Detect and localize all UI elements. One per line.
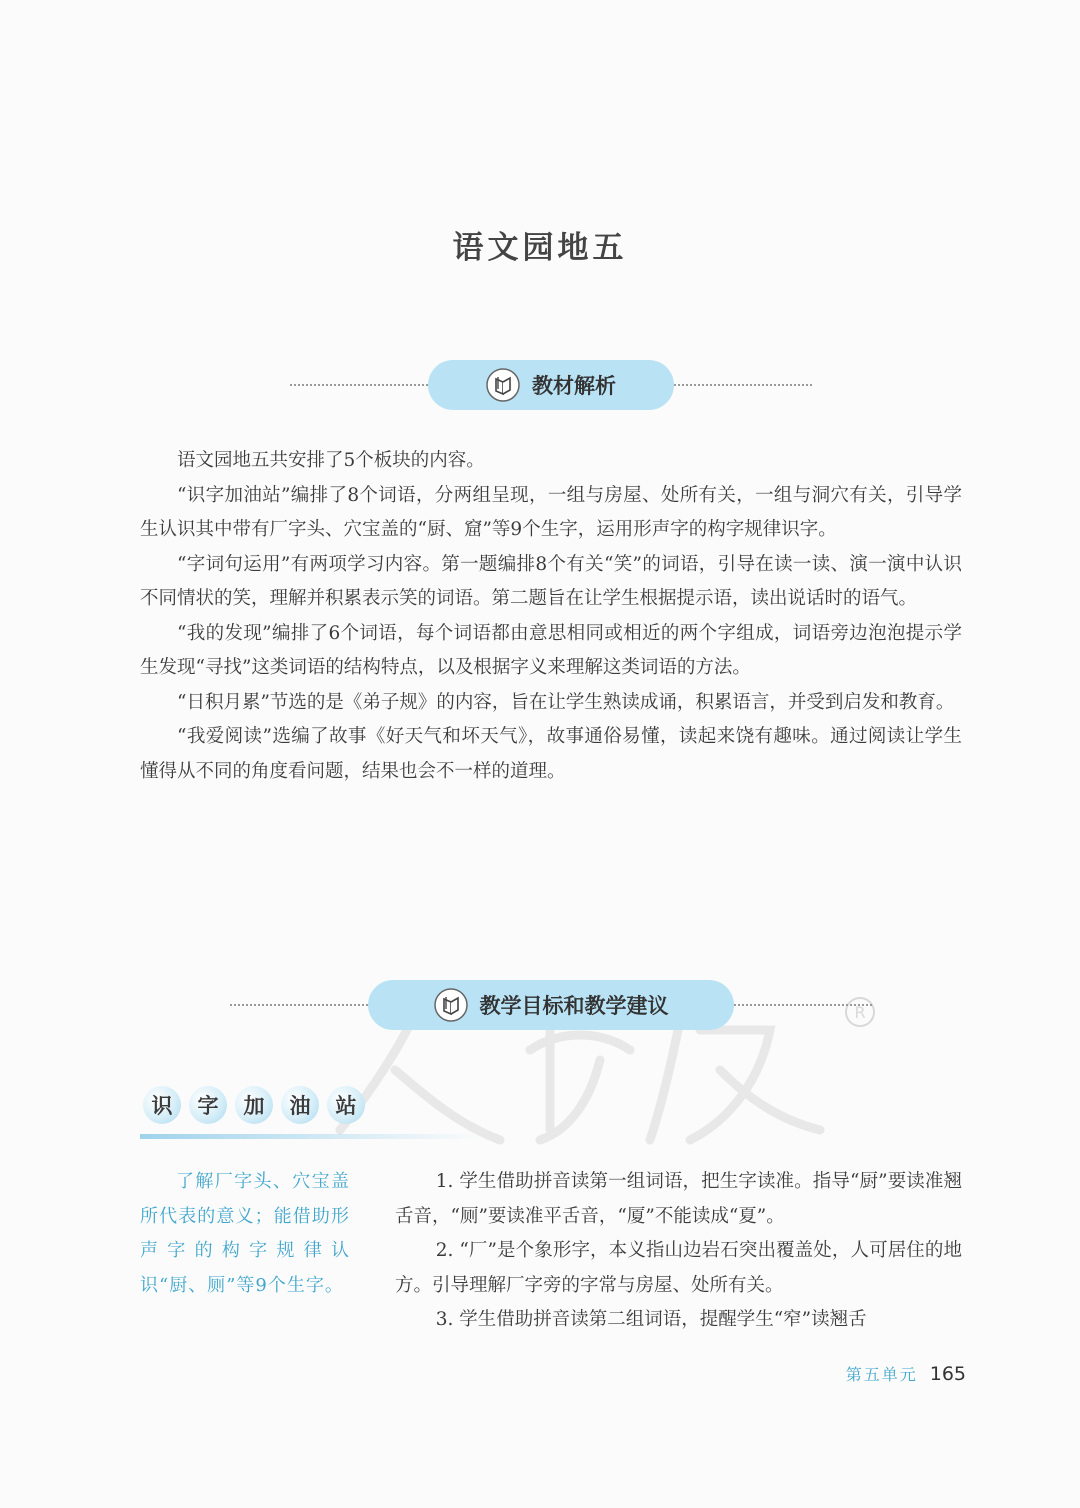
page-title: 语文园地五 — [452, 230, 628, 266]
step-item: 2. “厂”是个象形字，本义指山边岩石突出覆盖处，人可居住的地方。引导理解厂字旁的字常与房屋、处所有关。 — [395, 1240, 962, 1296]
page-number: 165 — [929, 1363, 966, 1385]
paragraph: “字词句运用”有两项学习内容。第一题编排8个有关“笑”的词语，引导在读一读、演一演中认识不同情状的笑，理解并积累表示笑的词语。第二题旨在让学生根据提示语，读出说话时的语气。 — [140, 553, 962, 609]
dotted-rule-right — [734, 1004, 872, 1006]
subsection-char-badge: 识 — [143, 1086, 181, 1124]
teaching-steps — [395, 1165, 962, 1338]
book-icon — [434, 988, 468, 1022]
subsection-char-badge: 油 — [281, 1086, 319, 1124]
subsection-char-badge: 站 — [327, 1086, 365, 1124]
dotted-rule-right — [674, 384, 812, 386]
subsection-char-badge: 字 — [189, 1086, 227, 1124]
section-header-goals — [230, 980, 872, 1030]
paragraph: “日积月累”节选的是《弟子规》的内容，旨在让学生熟读成诵，积累语言，并受到启发和教育。 — [177, 691, 955, 713]
dotted-rule-left — [290, 384, 428, 386]
goal-side-note — [140, 1165, 350, 1303]
step-item: 3. 学生借助拼音读第二组词语，提醒学生“窄”读翘舌 — [435, 1309, 867, 1330]
side-note-text: 了解厂字头、穴宝盖所代表的意义；能借助形声字的构字规律认识“厨、厕”等9个生字。 — [140, 1171, 350, 1296]
svg-text:R: R — [854, 1003, 866, 1022]
section-pill — [368, 980, 734, 1030]
subsection-char-badge: 加 — [235, 1086, 273, 1124]
paragraph: “识字加油站”编排了8个词语，分两组呈现，一组与房屋、处所有关，一组与洞穴有关，引导学生认识其中带有厂字头、穴宝盖的“厨、窟”等9个生字，运用形声字的构字规律识字。 — [140, 484, 962, 540]
subsection-title — [143, 1086, 365, 1124]
unit-label: 第五单元 — [845, 1365, 918, 1384]
section-label: 教材解析 — [532, 374, 616, 398]
dotted-rule-left — [230, 1004, 368, 1006]
section-label: 教学目标和教学建议 — [479, 994, 669, 1018]
paragraph: 语文园地五共安排了5个板块的内容。 — [177, 450, 485, 471]
paragraph: “我爱阅读”选编了故事《好天气和坏天气》，故事通俗易懂，读起来饶有趣味。通过阅读让学生懂得从不同的角度看问题，结果也会不一样的道理。 — [140, 726, 962, 782]
section-header-analysis — [290, 360, 812, 410]
book-icon — [486, 368, 520, 402]
paragraph: “我的发现”编排了6个词语，每个词语都由意思相同或相近的两个字组成，词语旁边泡泡提示学生发现“寻找”这类词语的结构特点，以及根据字义来理解这类词语的方法。 — [140, 622, 962, 678]
section-pill — [428, 360, 674, 410]
step-item: 1. 学生借助拼音读第一组词语，把生字读准。指导“厨”要读准翘舌音，“厕”要读准平舌音，“厦”不能读成“夏”。 — [395, 1171, 962, 1227]
analysis-body — [140, 444, 962, 789]
page-footer — [846, 1362, 966, 1385]
subsection-underline — [140, 1134, 480, 1139]
